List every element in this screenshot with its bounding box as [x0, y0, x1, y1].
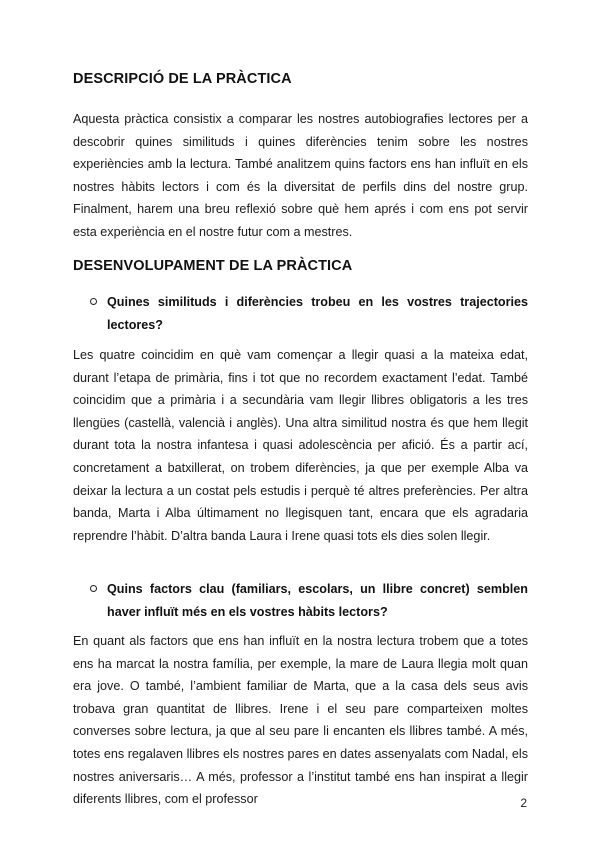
question-text-1: Quines similituds i diferències trobeu en les vostres trajectories lectores? [107, 295, 528, 332]
question-text-2: Quins factors clau (familiars, escolars, un llibre concret) semblen haver influït més en els vostres hàbits lectors? [107, 582, 528, 619]
section-title-development: DESENVOLUPAMENT DE LA PRÀCTICA [73, 258, 353, 274]
answer-paragraph-1: Les quatre coincidim en què vam començar a llegir quasi a la mateixa edat, durant l’etapa de primària, fins i tot que no recordem exactament l’edat. També coincidim que a primària i a secundària vam llegir llibres obligatoris a les tres llengües (castellà, valencià i anglès). Una altra similitud nostra és que hem llegit durant tota la nostra infantesa i quasi adolescència per afició. És a partir ací, concretament a batxillerat, on trobem diferències, ja que per exemple Alba va deixar la lectura a un costat pels estudis i perquè té altres preferències. Per altra banda, Marta i Alba últimament no llegisquen tant, encara que els agradaria reprendre l’hàbit. D’altra banda Laura i Irene quasi tots els dies solen llegir. [73, 348, 528, 543]
question-item-1 [90, 291, 528, 336]
page-number: 2 [520, 796, 527, 810]
question-item-2 [90, 578, 528, 623]
hollow-bullet-icon [90, 585, 97, 592]
section-title-description: DESCRIPCIÓ DE LA PRÀCTICA [73, 71, 292, 87]
hollow-bullet-icon [90, 298, 97, 305]
description-paragraph: Aquesta pràctica consistix a comparar les nostres autobiografies lectores per a descobrir quines similituds i quines diferències tenim sobre les nostres experiències amb la lectura. També analitzem quins factors ens han influït en els nostres hàbits lectors i com és la diversitat de perfils dins del nostre grup. Finalment, harem una breu reflexió sobre què hem aprés i com ens pot servir esta experiència en el nostre futur com a mestres. [73, 112, 528, 239]
answer-paragraph-2: En quant als factors que ens han influït en la nostra lectura trobem que a totes ens ha marcat la nostra família, per exemple, la mare de Laura llegia molt quan era jove. O també, l’ambient familiar de Marta, que a la casa dels seus avis trobava gran quantitat de llibres. Irene i el seu pare comparteixen moltes converses sobre lectura, ja que al seu pare li encanten els llibres també. A més, totes ens regalaven llibres els nostres pares en dates assenyalats com Nadal, els nostres aniversaris… A més, professor a l’institut també ens han inspirat a llegir diferents llibres, com el professor [73, 634, 528, 807]
